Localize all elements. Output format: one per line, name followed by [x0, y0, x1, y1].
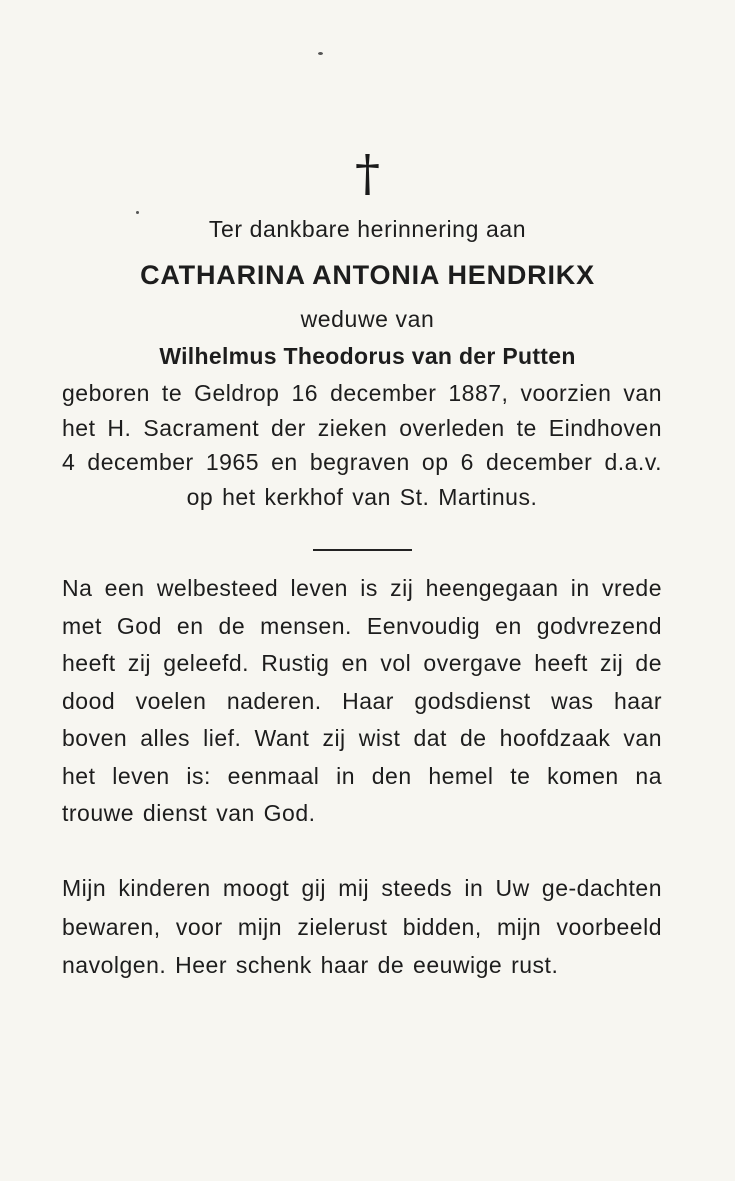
paper-speck	[136, 211, 139, 214]
cross-icon: †	[355, 144, 380, 202]
birth-death-paragraph: geboren te Geldrop 16 december 1887, voorzien van het H. Sacrament der zieken overleden te Eindhoven 4 december 1965 en begraven op 6 december d.a.v. op het kerkhof van St. Martinus.	[62, 380, 662, 510]
divider-rule	[313, 549, 412, 551]
prayer-paragraph: Mijn kinderen moogt gij mij steeds in Uw ge-dachten bewaren, voor mijn zielerust bidden, mijn voorbeeld navolgen. Heer schenk haar de eeuwige rust.	[62, 875, 662, 978]
intro-line: Ter dankbare herinnering aan	[208, 216, 527, 242]
spouse-name: Wilhelmus Theodorus van der Putten	[159, 343, 576, 369]
paper-speck	[318, 52, 323, 55]
reflection-paragraph: Na een welbesteed leven is zij heengegaan in vrede met God en de mensen. Eenvoudig en godvrezend heeft zij geleefd. Rustig en vol overgave heeft zij de dood voelen naderen. Haar godsdienst was haar boven alles lief. Want zij wist dat de hoofdzaak van het leven is: eenmaal in den hemel te komen na trouwe dienst van God.	[62, 575, 662, 826]
widow-of-line: weduwe van	[300, 306, 435, 332]
deceased-name: CATHARINA ANTONIA HENDRIKX	[140, 260, 595, 290]
